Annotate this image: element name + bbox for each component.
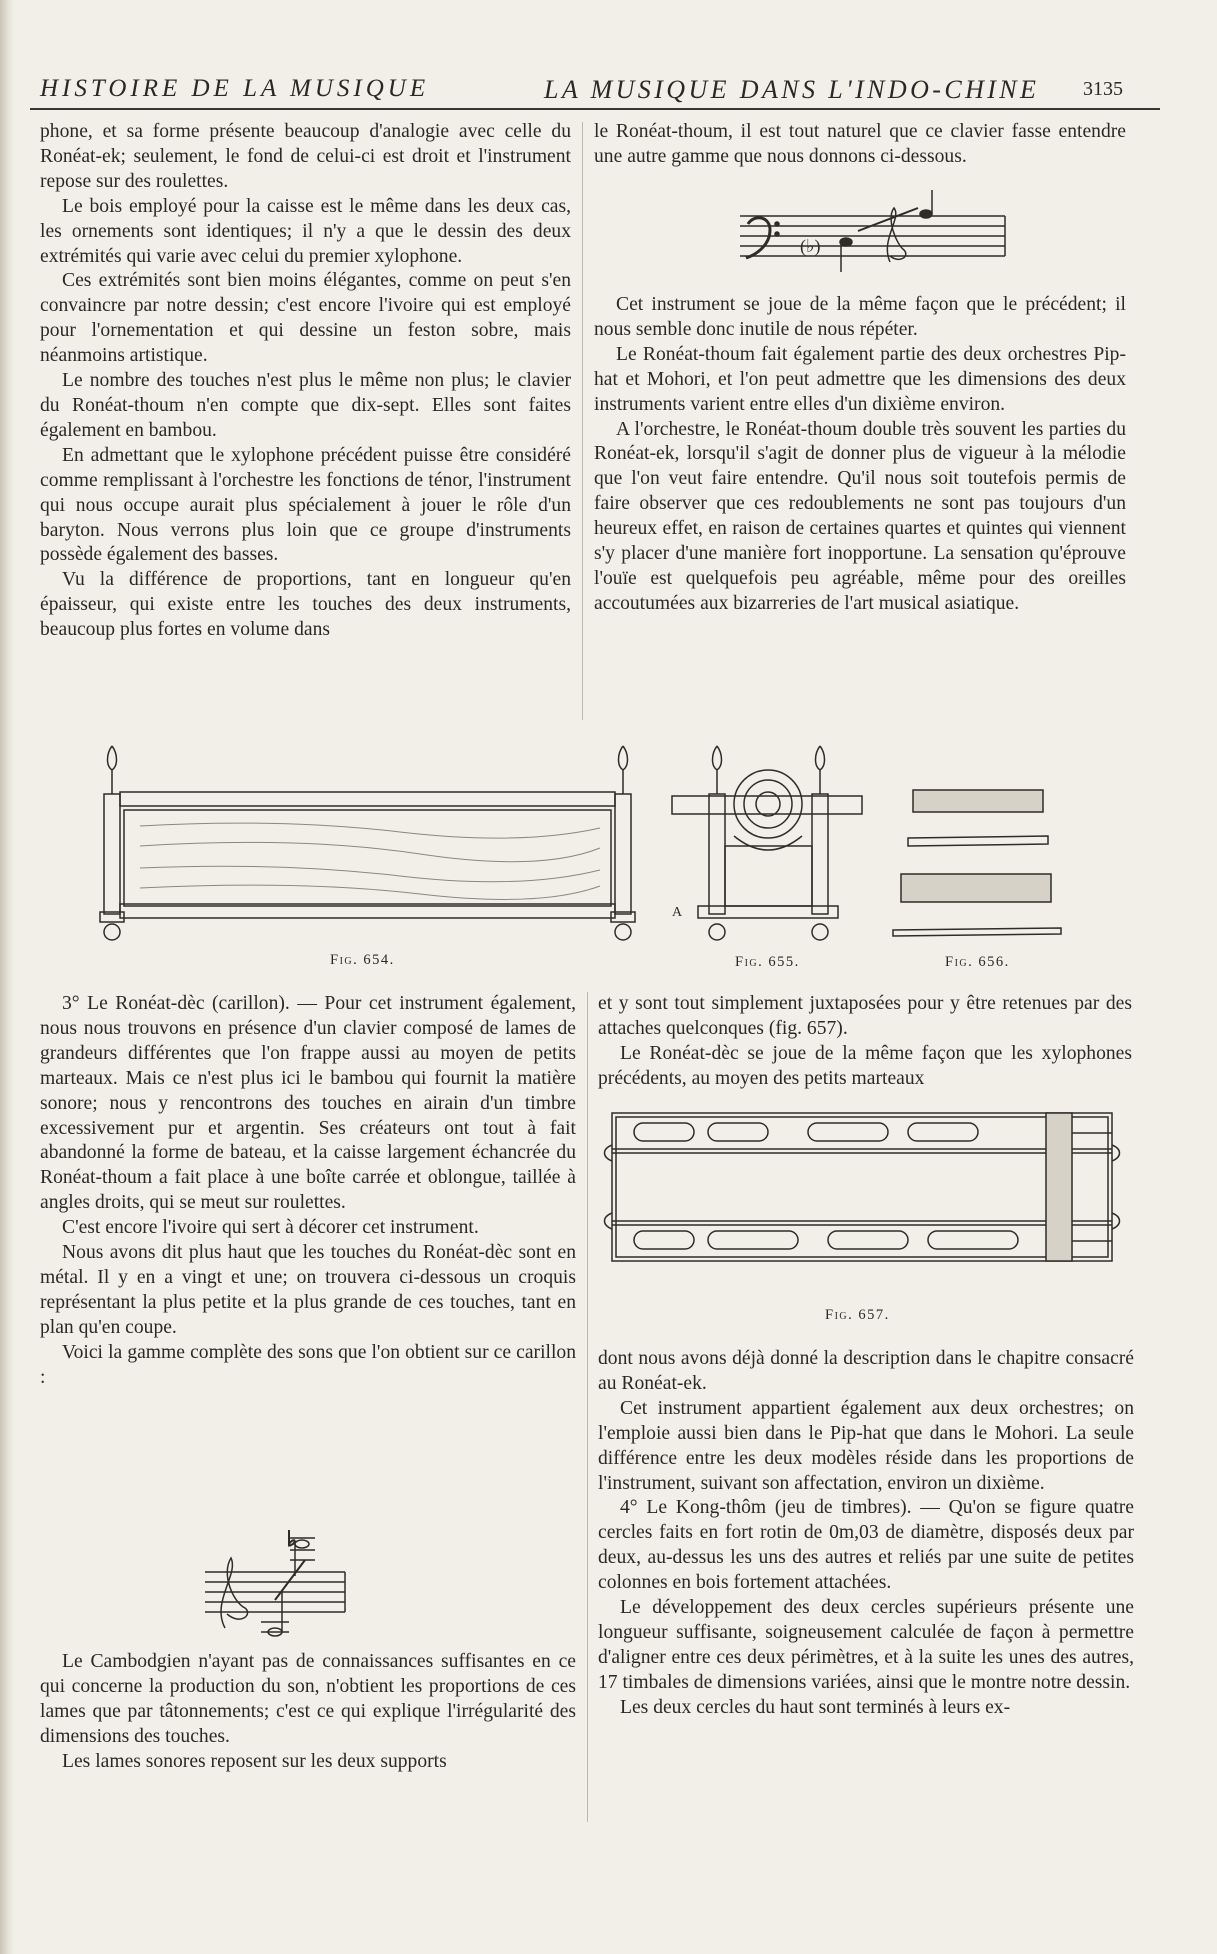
figure-656-key-plan-and-section [893,786,1063,936]
running-header-left: HISTOIRE DE LA MUSIQUE [40,75,430,102]
figure-657-roneat-dec-carillon [598,1105,1134,1275]
paragraph: le Ronéat-thoum, il est tout naturel que ce clavier fasse entendre une autre gamme que nous donnons ci-dessous. [594,121,1126,167]
page-number: 3135 [1083,78,1123,100]
column-divider-top [582,122,583,720]
paragraph: Le développement des deux cercles supérieurs présente une longueur suffisante, soigneusement calculée de façon à permettre d'aligner entre ces deux périmètres, et à la suite les unes des autres, 17 timbales de dimensions variées, ainsi que le montre notre dessin. [598,1597,1134,1693]
paragraph: Le nombre des touches n'est plus le même non plus; le clavier du Ronéat-thoum n'en compte que dix-sept. Elles sont faites également en bambou. [40,370,571,441]
running-header-right: LA MUSIQUE DANS L'INDO-CHINE [544,75,1040,104]
paragraph: Nous avons dit plus haut que les touches du Ronéat-dèc sont en métal. Il y en a vingt et une; on trouvera ci-dessous un croquis représentant la plus petite et la plus grande de ces touches, tant en plan qu'en coupe. [40,1242,576,1338]
paragraph: Le Cambodgien n'ayant pas de connaissances suffisantes en ce qui concerne la production du son, n'obtient les proportions de ces lames que par tâtonnements; c'est ce qui explique l'irrégularité des dimensions des touches. [40,1651,576,1747]
figure-656-caption: Fig. 656. [945,954,1010,970]
paragraph: Les lames sonores reposent sur les deux supports [62,1750,447,1772]
paragraph: En admettant que le xylophone précédent puisse être considéré comme remplissant à l'orchestre les fonctions de ténor, l'instrument qui nous occupe aurait plus spécialement à jouer le rôle d'un baryton. Nous verrons plus loin que ce groupe d'instruments possède également des basses. [40,444,571,566]
paragraph: dont nous avons déjà donné la description dans le chapitre consacré au Ronéat-ek. [598,1348,1134,1394]
music-notation-bass [740,200,1030,280]
paragraph: C'est encore l'ivoire qui sert à décorer cet instrument. [62,1217,479,1239]
text-column-bottom-left-continued [40,1650,576,1775]
header-rule [30,108,1160,110]
paragraph: 4° Le Kong-thôm (jeu de timbres). — Qu'on se figure quatre cercles faits en fort rotin de 0m,03 de diamètre, disposés deux par deux, au-dessus les uns des autres et reliés par une suite de petites colonnes en bois fortement attachées. [598,1497,1134,1594]
paragraph: Cet instrument se joue de la même façon que le précédent; il nous semble donc inutile de nous répéter. [594,294,1126,340]
figure-655-marker: A [672,905,683,920]
paragraph: Vu la différence de proportions, tant en longueur qu'en épaisseur, qui existe entre les touches des deux instruments, beaucoup plus fortes en volume dans [40,569,571,641]
text-column-top-right [594,120,1126,170]
paragraph: Cet instrument appartient également aux deux orchestres; on l'emploie aussi bien dans le Pip-hat que dans le Mohori. La seule différence entre les deux modèles réside dans les proportions de l'instrument, suivant son affectation, environ un dixième. [598,1397,1134,1494]
column-divider-bottom [587,992,588,1822]
paragraph: Le Ronéat-dèc se joue de la même façon que les xylophones précédents, au moyen des petits marteaux [598,1042,1132,1089]
figure-655-roneat-thoum-end [672,736,862,946]
paragraph: et y sont tout simplement juxtaposées pour y être retenues par des attaches quelconques (fig. 657). [598,993,1132,1039]
paragraph: A l'orchestre, le Ronéat-thoum double très souvent les parties du Ronéat-ek, lorsqu'il s'agit de donner plus de vigueur à la mélodie que l'on veut faire entendre. Qu'il nous soit toutefois permis de faire observer que ces redoublements ne sont pas toujours d'un heureux effet, en raison de certaines quartes et quintes qui viennent s'y placer d'une manière fort inopportune. La sensation qu'éprouve l'ouïe est quelquefois peu agréable, même pour des oreilles accoutumées aux bizarreries de l'art musical asiatique. [594,418,1126,614]
text-column-bottom-right [598,1347,1134,1721]
figure-654-roneat-thoum-side [100,736,645,946]
paragraph: Les deux cercles du haut sont terminés à leurs ex- [620,1696,1011,1718]
text-column-top-left [40,120,571,643]
paragraph: 3° Le Ronéat-dèc (carillon). — Pour cet instrument également, nous nous trouvons en présence d'un clavier composé de lames de grandeurs différentes que l'on frappe aussi au moyen de petits marteaux. Mais ce n'est plus ici le bambou qui fournit la matière sonore; nous y rencontrons des touches en airain d'un timbre excessivement pur et argentin. Ses créateurs ont tout à fait abandonné la forme de bateau, et la caisse largement échancrée du Ronéat-thoum a fait place à une boîte carrée et oblongue, taillée à angles droits, qui se meut sur roulettes. [40,993,576,1214]
paragraph: Le Ronéat-thoum fait également partie des deux orchestres Pip-hat et Mohori, et l'on peut admettre que les dimensions des deux instruments varient entre elles d'un dixième environ. [594,343,1126,415]
paragraph: Ces extrémités sont bien moins élégantes, comme on peut s'en convaincre par notre dessin; c'est encore l'ivoire qui est employé pour l'ornementation et qui dessine un feston sobre, mais néanmoins artistique. [40,270,571,367]
text-column-bottom-right-top [598,992,1132,1092]
figure-657-caption: Fig. 657. [825,1307,890,1323]
paragraph: Voici la gamme complète des sons que l'on obtient sur ce carillon : [40,1341,576,1388]
text-column-bottom-left [40,992,576,1391]
text-column-top-right-continued [594,293,1126,617]
page-binding-edge [0,0,14,1954]
paragraph: Le bois employé pour la caisse est le même dans les deux cas, les ornements sont identiques; il n'y a que le dessin des deux extrémités qui varie avec celui du premier xylophone. [40,195,571,267]
music-notation-treble [205,1530,375,1640]
flat-sign-label: (♭) [800,236,821,256]
paragraph: phone, et sa forme présente beaucoup d'analogie avec celle du Ronéat-ek; seulement, le fond de celui-ci est droit et l'instrument repose sur des roulettes. [40,121,571,192]
figure-654-caption: Fig. 654. [330,952,395,968]
figure-655-caption: Fig. 655. [735,954,800,970]
